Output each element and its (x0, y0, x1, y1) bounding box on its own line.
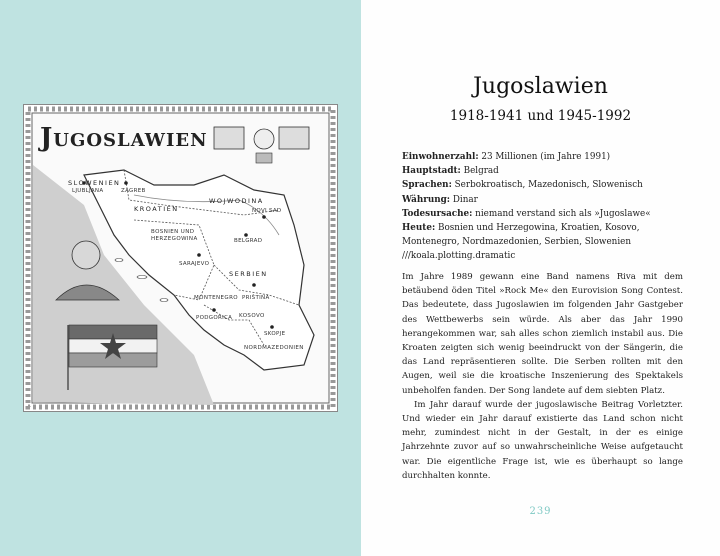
fact-line: Währung: Dinar (402, 194, 478, 205)
fact-line: Montenegro, Nordmazedonien, Serbien, Slowenien (402, 237, 632, 248)
fact-line: Heute: Bosnien und Herzegowina, Kroatien, Kosovo, (402, 223, 640, 234)
map-label-serbien: SERBIEN (229, 270, 268, 278)
fact-line: Todesursache: niemand verstand sich als »Jugoslawe« (402, 208, 651, 219)
fact-line: ///koala.plotting.dramatic (402, 251, 516, 262)
paragraph: Im Jahr darauf wurde der jugoslawische Beitrag Vorletzter. Und wieder ein Jahr darauf existierte das Land schon nicht mehr, zumindest nicht in der Gestalt, in der es einige Jahrzehnte zuvor auf so unwahrscheinliche Weise aufgetaucht war. Die eigentliche Frage ist, wie es überhaupt so lange durchhalten konnte. (402, 399, 683, 481)
map-label-kosovo: KOSOVO (239, 313, 265, 319)
map-label-nordmazedonien: NORDMAZEDONIEN (244, 345, 304, 351)
right-page (361, 0, 720, 556)
map-label-bosnien: BOSNIEN UND HERZEGOWINA (151, 229, 198, 242)
map-label-ljubljana: LJUBLJANA (72, 188, 104, 194)
map-label-novi-sad: NOVI SAD (252, 208, 282, 214)
map-label-podgorica: PODGORICA (196, 315, 233, 321)
page-number: 239 (529, 506, 552, 517)
page-title: Jugoslawien (473, 74, 608, 99)
map-label-zagreb: ZAGREB (121, 188, 146, 194)
fact-line: Sprachen: Serbokroatisch, Mazedonisch, Slowenisch (402, 180, 643, 191)
fact-line: Einwohnerzahl: 23 Millionen (im Jahre 1991) (402, 152, 611, 162)
map-label-pristina: PRIŠTINA (242, 295, 270, 301)
map-label-kroatien: KROATIEN (134, 205, 179, 213)
map-label-sarajevo: SARAJEVO (179, 261, 210, 267)
map-label-montenegro: MONTENEGRO (194, 295, 239, 301)
map-label-slowenien: SLOWENIEN (68, 179, 121, 187)
map-illustration (23, 104, 338, 412)
body-text (402, 270, 683, 483)
page-subtitle: 1918-1941 und 1945-1992 (449, 108, 632, 124)
map-label-belgrad: BELGRAD (234, 238, 263, 244)
fact-line: Hauptstadt: Belgrad (402, 166, 499, 177)
facts-block (402, 150, 692, 264)
paragraph: Im Jahre 1989 gewann eine Band namens Riva mit dem betäubend öden Titel »Rock Me« den Eurovision Song Contest. Das bedeutete, dass Jugoslawien im folgenden Jahr Gastgeber des Wettbewerbs sein würde. Als aber das Jahr 1990 herangekommen war, sah alles schon ziemlich instabil aus. Die Kroaten zeigten sich wenig beeindruckt von der Sängerin, die das Land repräsentieren sollte. Die Serben rollten mit den Augen, weil sie die kroatische Inszenierung des Spektakels unbeholfen fanden. Der Song landete auf dem siebten Platz. (402, 272, 683, 396)
map-title: Jugoslawien (40, 123, 208, 153)
map-label-skopje: SKOPJE (264, 331, 286, 337)
map-label-wojwodina: WOJWODINA (209, 197, 264, 205)
